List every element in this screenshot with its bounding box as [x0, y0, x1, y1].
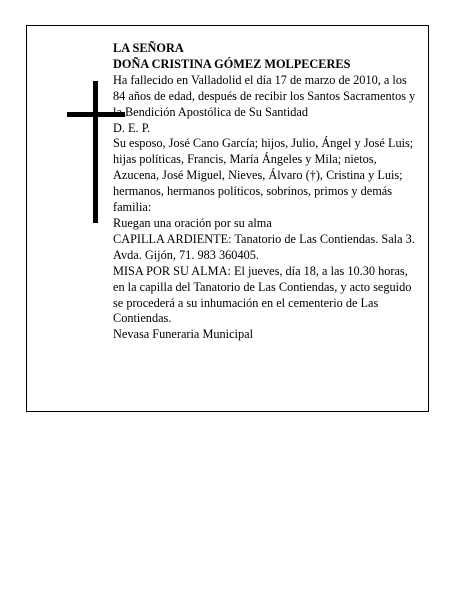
- rip-text: D. E. P.: [113, 120, 151, 135]
- mass-info: MISA POR SU ALMA: El jueves, día 18, a las 10.30 horas, en la capilla del Tanatorio de Las Contiendas, y acto seguido se procederá a su inhumación en el cementerio de Las Contiendas.: [113, 263, 412, 326]
- family-list: Su esposo, José Cano García; hijos, Julio, Ángel y José Luis; hijas políticas, Francis, María Ángeles y Mila; nietos, Azucena, José Miguel, Nieves, Álvaro (†), Cristina y Luis; hermanos, hermanos políticos, sobrinos, primos y demás familia:: [113, 136, 414, 215]
- death-statement: Ha fallecido en Valladolid el día 17 de marzo de 2010, a los 84 años de edad, después de recibir los Santos Sacramentos y la Bendición Apostólica de Su Santidad: [113, 72, 416, 119]
- notice-title: LA SEÑORA: [113, 41, 184, 55]
- deceased-name: DOÑA CRISTINA GÓMEZ MOLPECERES: [113, 56, 351, 71]
- prayer-request: Ruegan una oración por su alma: [113, 215, 272, 230]
- obituary-text: [113, 41, 417, 343]
- cross-vertical-bar: [93, 81, 98, 223]
- chapel-info: CAPILLA ARDIENTE: Tanatorio de Las Contiendas. Sala 3. Avda. Gijón, 71. 983 360405.: [113, 231, 415, 262]
- funeral-home: Nevasa Funeraria Municipal: [113, 327, 253, 342]
